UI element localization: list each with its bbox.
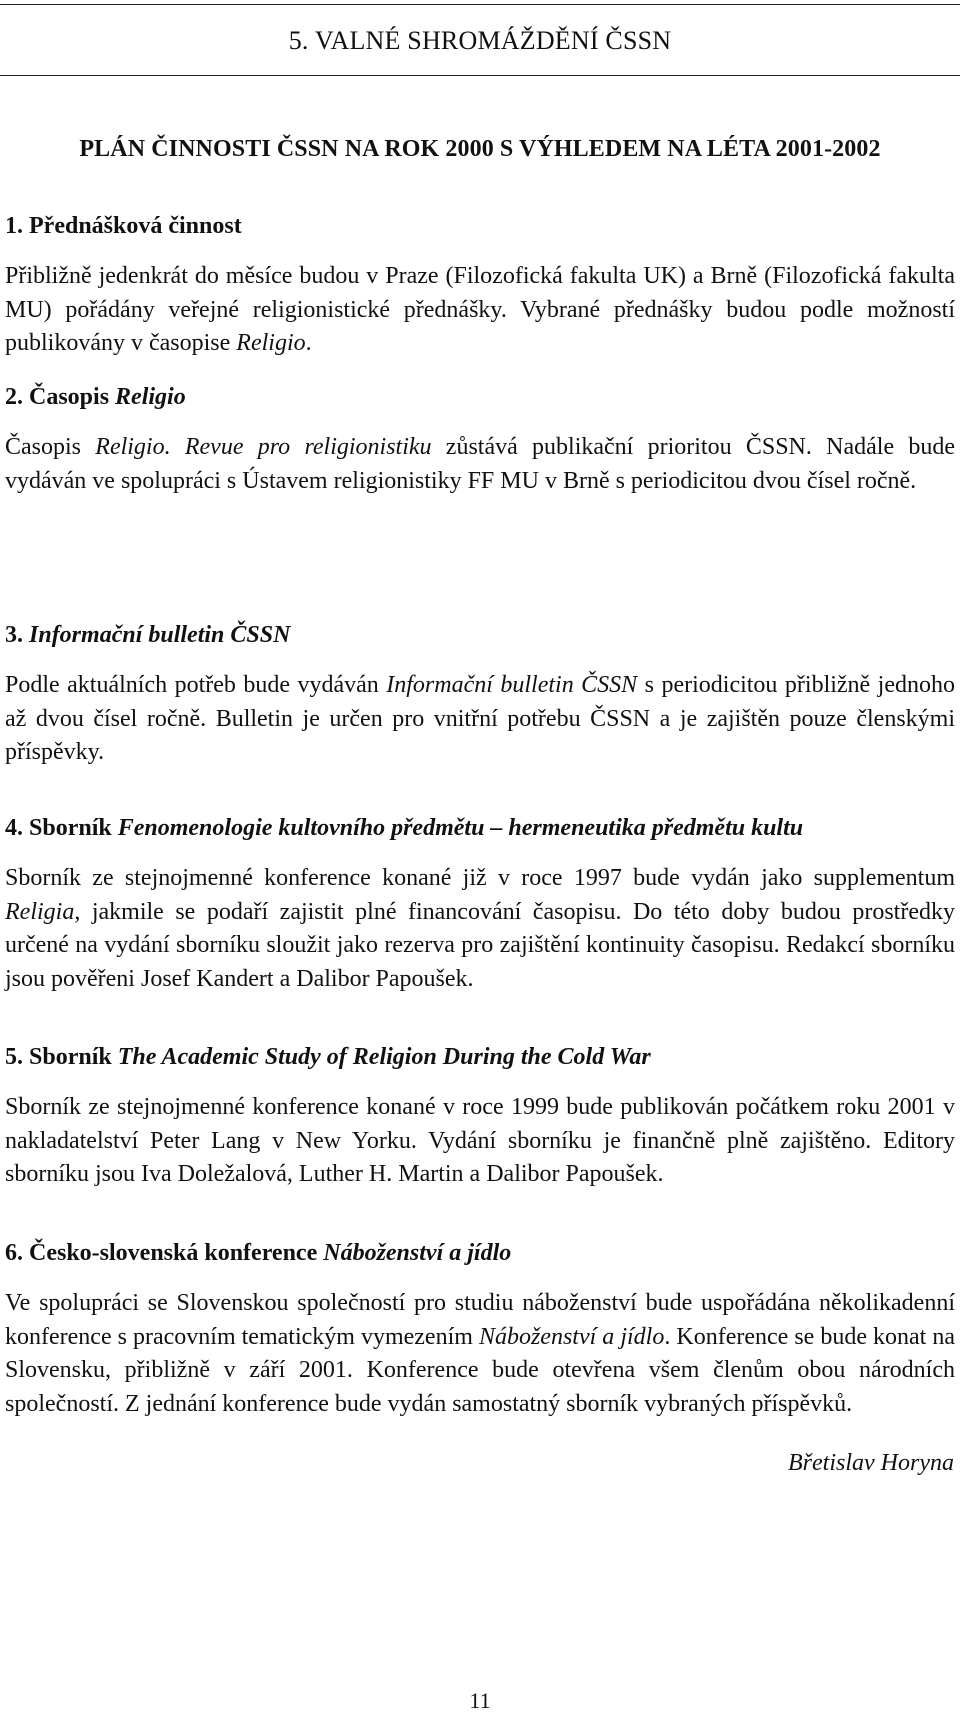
section-body: Časopis Religio. Revue pro religionistiku zůstává publikační prioritou ČSSN. Nadále bude vydáván ve spolupráci s Ústavem religionistiky FF MU v Brně s periodicitou dvou čísel ročně. bbox=[5, 434, 956, 494]
section-proceedings-cold-war bbox=[5, 1040, 955, 1192]
header-top-rule bbox=[0, 4, 960, 5]
section-heading: 6. Česko-slovenská konference Náboženství a jídlo bbox=[5, 1240, 512, 1266]
section-lectures bbox=[5, 209, 955, 361]
section-body: Ve spolupráci se Slovenskou společností pro studiu náboženství bude uspořádána několikadenní konference s pracovním tematickým vymezením Náboženství a jídlo. Konference se bude konat na Slovensku, přibližně v září 2001. Konference bude otevřena všem členům obou národních společností. Z jednání konference bude vydán samostatný sborník vybraných příspěvků. bbox=[5, 1290, 956, 1417]
header-bottom-rule bbox=[0, 75, 960, 76]
section-heading: 1. Přednášková činnost bbox=[5, 213, 242, 239]
section-body: Sborník ze stejnojmenné konference konané již v roce 1997 bude vydán jako supplementum Religia, jakmile se podaří zajistit plné financování časopisu. Do této doby budou prostředky určené na vydání sborníku sloužit jako rezerva pro zajištění kontinuity časopisu. Redakcí sborníku jsou pověřeni Josef Kandert a Dalibor Papoušek. bbox=[5, 865, 955, 992]
section-conference bbox=[5, 1236, 955, 1421]
section-heading: 5. Sborník The Academic Study of Religion During the Cold War bbox=[5, 1044, 651, 1070]
author-signature: Břetislav Horyna bbox=[788, 1450, 954, 1476]
section-body: Sborník ze stejnojmenné konference konané v roce 1999 bude publikován počátkem roku 2001 v nakladatelství Peter Lang v New Yorku. Vydání sborníku je finančně plně zajištěno. Editory sborníku jsou Iva Doležalová, Luther H. Martin a Dalibor Papoušek. bbox=[5, 1094, 955, 1187]
section-heading: 2. Časopis Religio bbox=[5, 384, 186, 410]
section-body: Přibližně jedenkrát do měsíce budou v Praze (Filozofická fakulta UK) a Brně (Filozofická fakulta MU) pořádány veřejné religionistické přednášky. Vybrané přednášky budou podle možností publikovány v časopise Religio. bbox=[5, 263, 955, 356]
section-heading: 4. Sborník Fenomenologie kultovního předmětu – hermeneutika předmětu kultu bbox=[5, 815, 804, 841]
section-body: Podle aktuálních potřeb bude vydáván Informační bulletin ČSSN s periodicitou přibližně jednoho až dvou čísel ročně. Bulletin je určen pro vnitřní potřebu ČSSN a je zajištěn pouze členskými příspěvky. bbox=[5, 672, 955, 765]
section-bulletin bbox=[5, 618, 955, 770]
section-heading: 3. Informační bulletin ČSSN bbox=[5, 622, 291, 648]
plan-title: PLÁN ČINNOSTI ČSSN NA ROK 2000 S VÝHLEDEM NA LÉTA 2001-2002 bbox=[79, 136, 881, 162]
page-number: 11 bbox=[469, 1688, 491, 1713]
section-journal bbox=[5, 380, 955, 498]
section-proceedings-phenomenology bbox=[5, 811, 955, 996]
chapter-title: 5. VALNÉ SHROMÁŽDĚNÍ ČSSN bbox=[288, 26, 672, 55]
